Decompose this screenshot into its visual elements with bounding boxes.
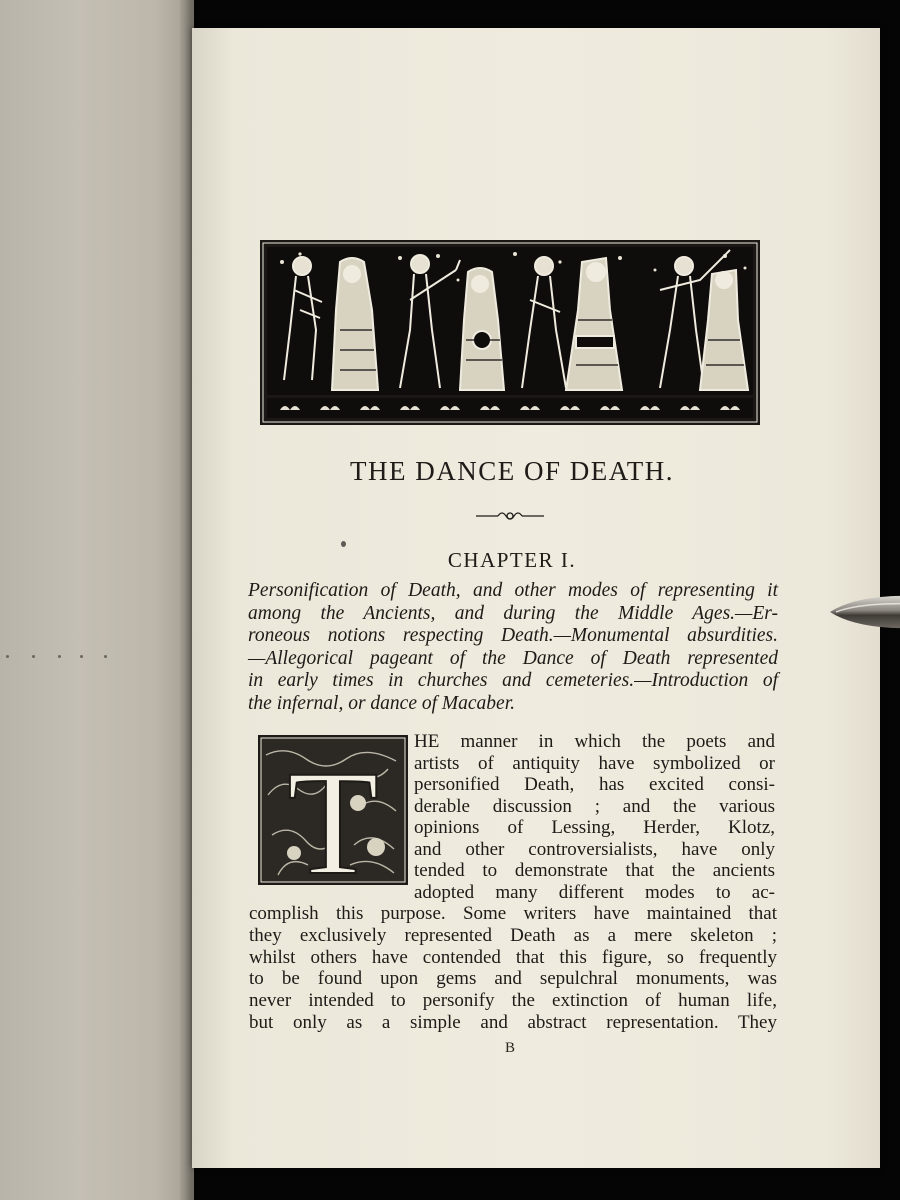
body-text-indented: [414, 731, 775, 903]
summary-line: roneous notions respecting Death.—Monumental absurdities.: [248, 625, 778, 646]
body-line: and other controversialists, have only: [414, 838, 775, 860]
page-title: THE DANCE OF DEATH.: [350, 456, 674, 486]
body-line: artists of antiquity have symbolized or: [414, 752, 775, 774]
chapter-heading: CHAPTER I.: [447, 548, 577, 572]
summary-line: Personification of Death, and other modes of representing it: [248, 580, 778, 601]
body-line: adopted many different modes to ac-: [414, 881, 775, 903]
drop-cap-letter: T: [287, 740, 379, 885]
summary-line: the infernal, or dance of Macaber.: [248, 692, 515, 714]
ornament-divider-icon: [470, 506, 550, 526]
body-line: opinions of Lessing, Herder, Klotz,: [414, 817, 775, 838]
body-line: complish this purpose. Some writers have maintained that: [249, 903, 777, 924]
body-line: HE manner in which the poets and: [414, 731, 775, 752]
body-line: but only as a simple and abstract representation. They: [249, 1011, 777, 1033]
body-line: whilst others have contended that this figure, so frequently: [249, 946, 777, 968]
body-line: to be found upon gems and sepulchral monuments, was: [249, 968, 777, 990]
signature-mark: B: [504, 1040, 515, 1056]
left-page: [0, 0, 194, 1200]
left-page-marks: [0, 655, 120, 665]
body-line: personified Death, has excited consi-: [414, 774, 775, 795]
body-line: never intended to personify the extinction of human life,: [249, 990, 777, 1012]
body-line: tended to demonstrate that the ancients: [414, 860, 775, 881]
summary-line: in early times in churches and cemeteries.—Introduction of: [248, 670, 778, 691]
body-text: [249, 903, 777, 1034]
pencil-mark: [341, 541, 346, 547]
summary-line: —Allegorical pageant of the Dance of Death represented: [248, 647, 778, 669]
woodcut-banner-image: [260, 240, 760, 425]
summary-line: among the Ancients, and during the Middle Ages.—Er-: [248, 602, 778, 624]
metal-clip-icon: [828, 590, 900, 634]
chapter-summary: [248, 580, 778, 715]
drop-cap-image: [258, 735, 408, 885]
body-line: they exclusively represented Death as a mere skeleton ;: [249, 924, 777, 946]
body-line: derable discussion ; and the various: [414, 795, 775, 817]
